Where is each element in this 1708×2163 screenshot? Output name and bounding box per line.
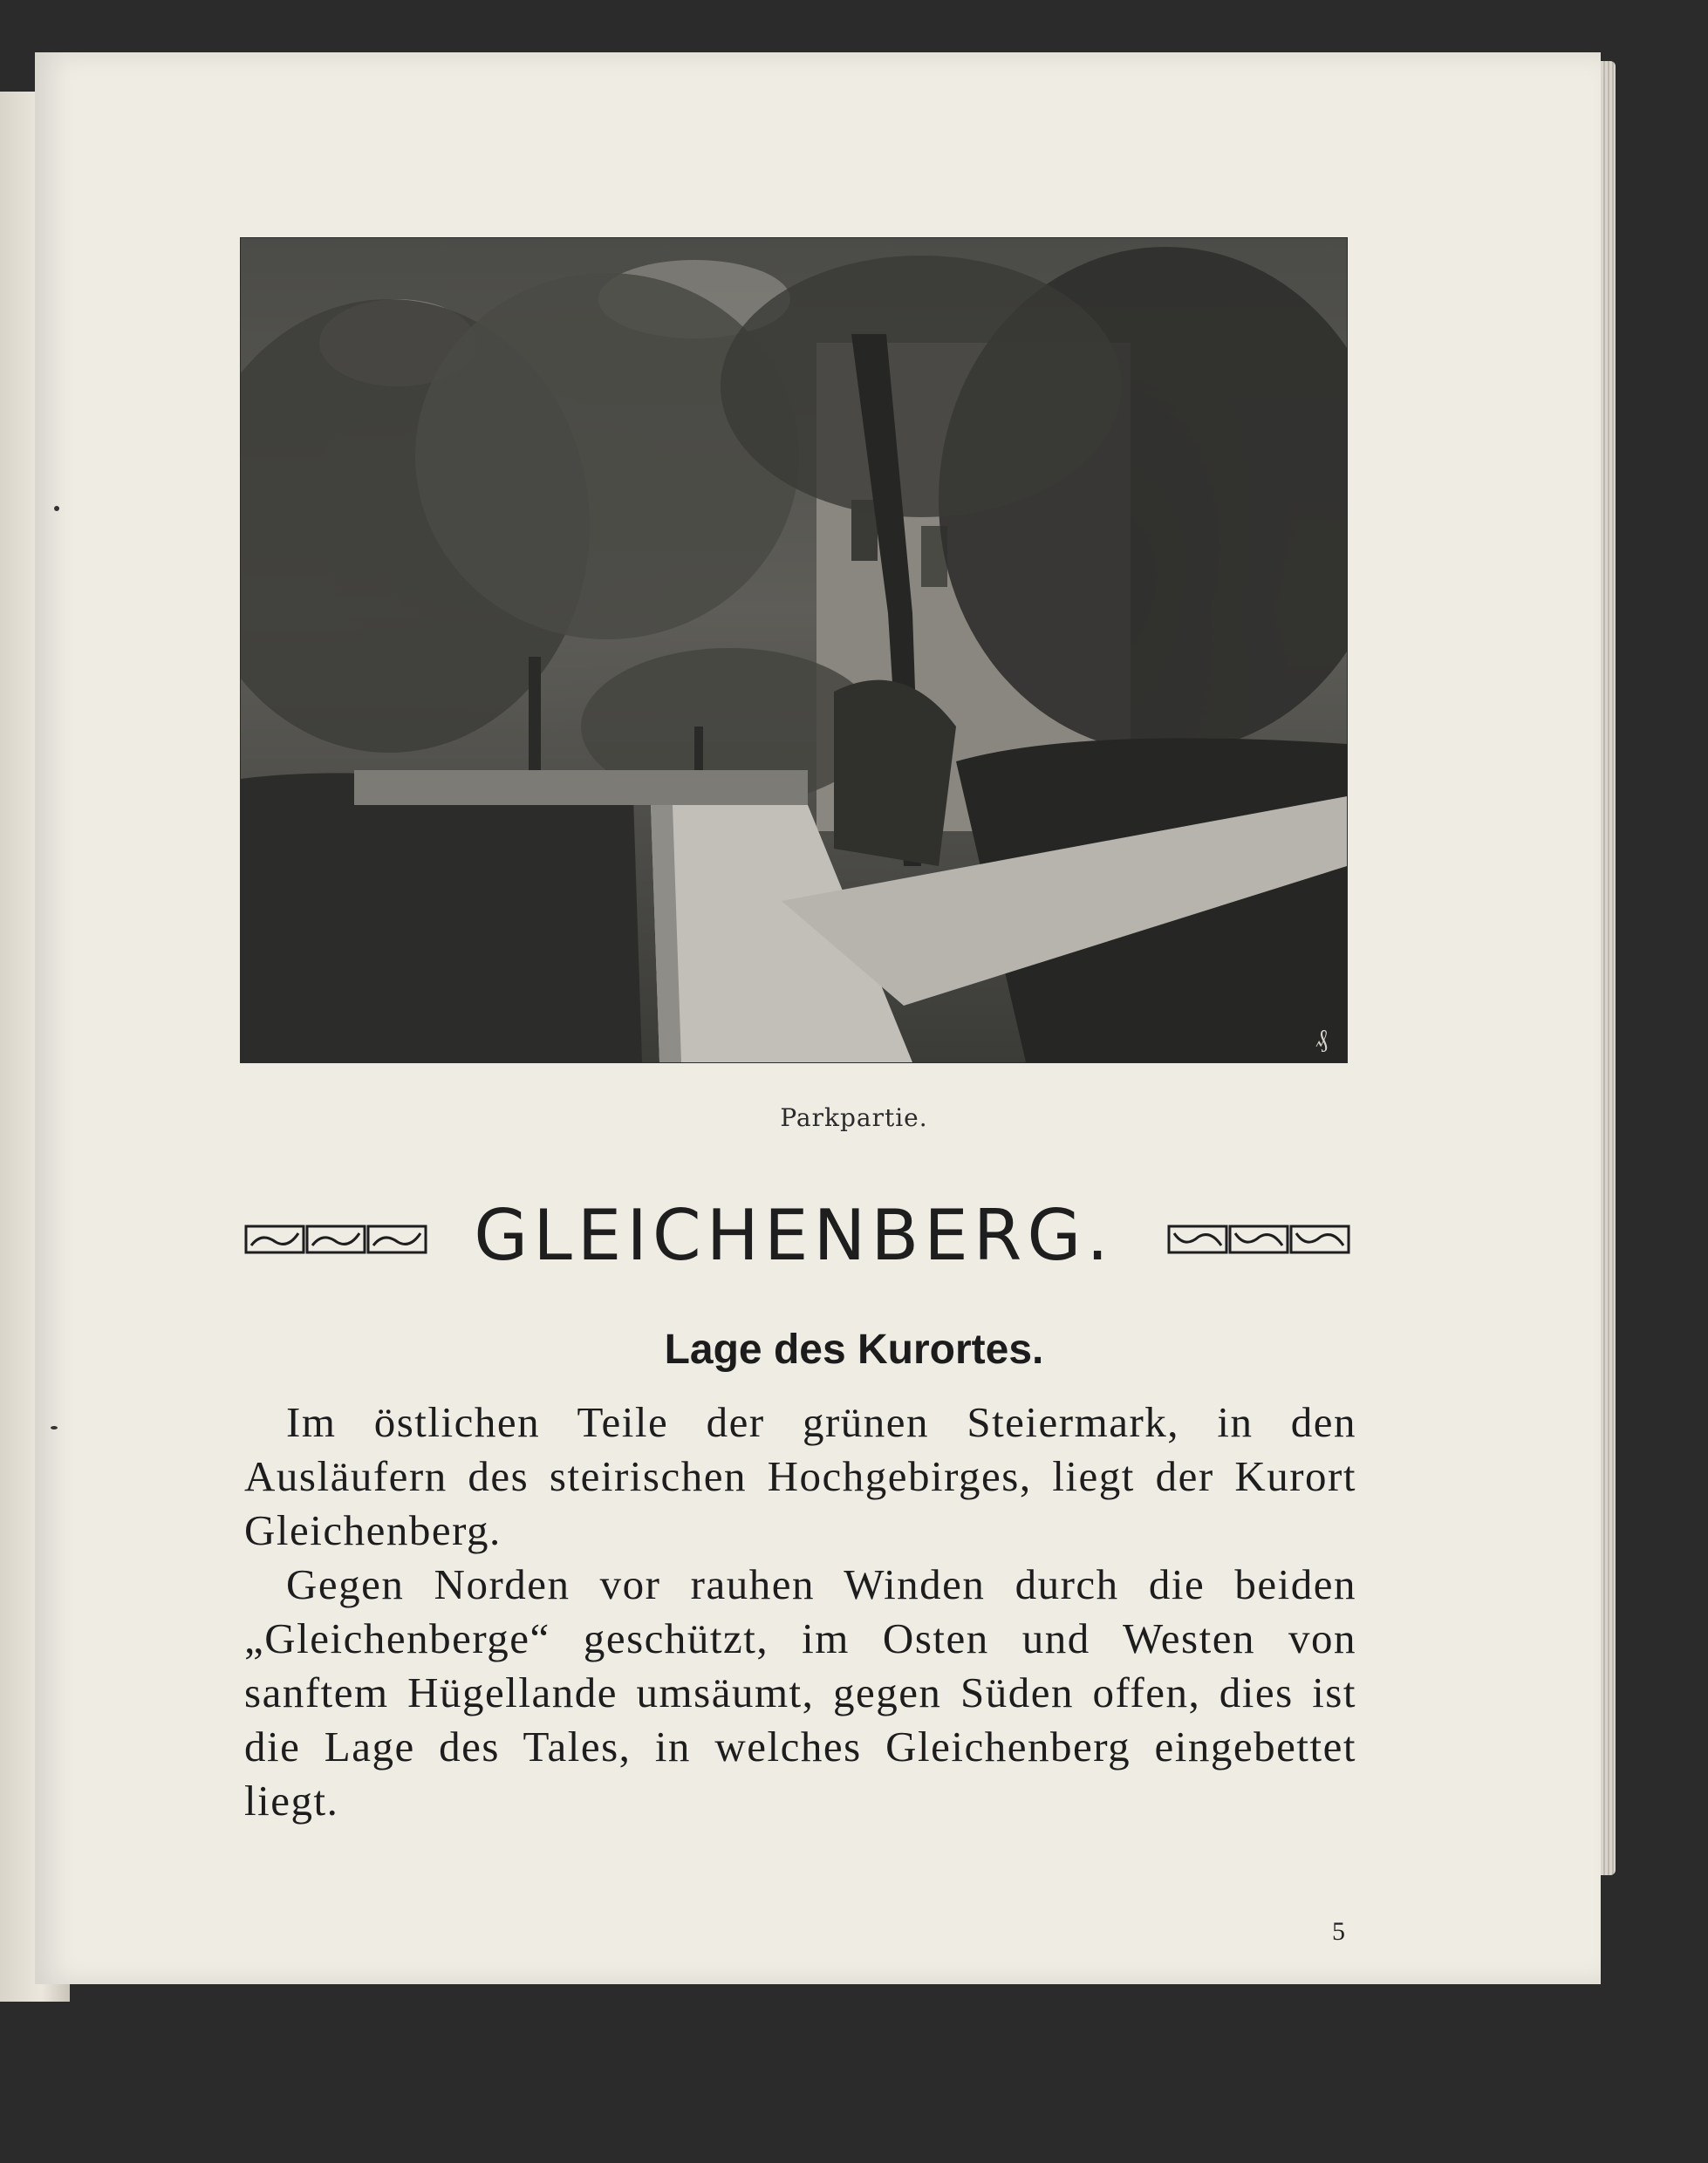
paragraph: Gegen Norden vor rauhen Winden durch die beiden „Gleichenberge“ geschützt, im Osten und Westen von sanftem Hügellande umsäumt, gegen Süden offen, dies ist die Lage des Tales, in welches Gleichenberg eingebettet liegt. (244, 1560, 1356, 1825)
right-ornament-icon (1167, 1223, 1355, 1258)
park-photograph (240, 237, 1348, 1063)
left-ornament-icon (244, 1223, 432, 1258)
section-subtitle: Lage des Kurortes. (664, 1327, 1044, 1373)
photographer-monogram: ₰ (1315, 1024, 1328, 1053)
paragraph: Im östlichen Teile der grünen Steiermark, in den Ausläufern des steirischen Hochgebirges, liegt der Kurort Gleichenberg. (244, 1398, 1356, 1554)
binding-mark (51, 1426, 58, 1429)
chapter-heading-row (244, 1197, 1350, 1275)
chapter-title: GLEICHENBERG. (474, 1195, 1114, 1276)
page-number: 5 (1332, 1917, 1345, 1946)
park-illustration (241, 238, 1347, 1062)
body-text (244, 1395, 1356, 1828)
photo-caption: Parkpartie. (780, 1103, 928, 1132)
binding-mark (54, 506, 59, 511)
